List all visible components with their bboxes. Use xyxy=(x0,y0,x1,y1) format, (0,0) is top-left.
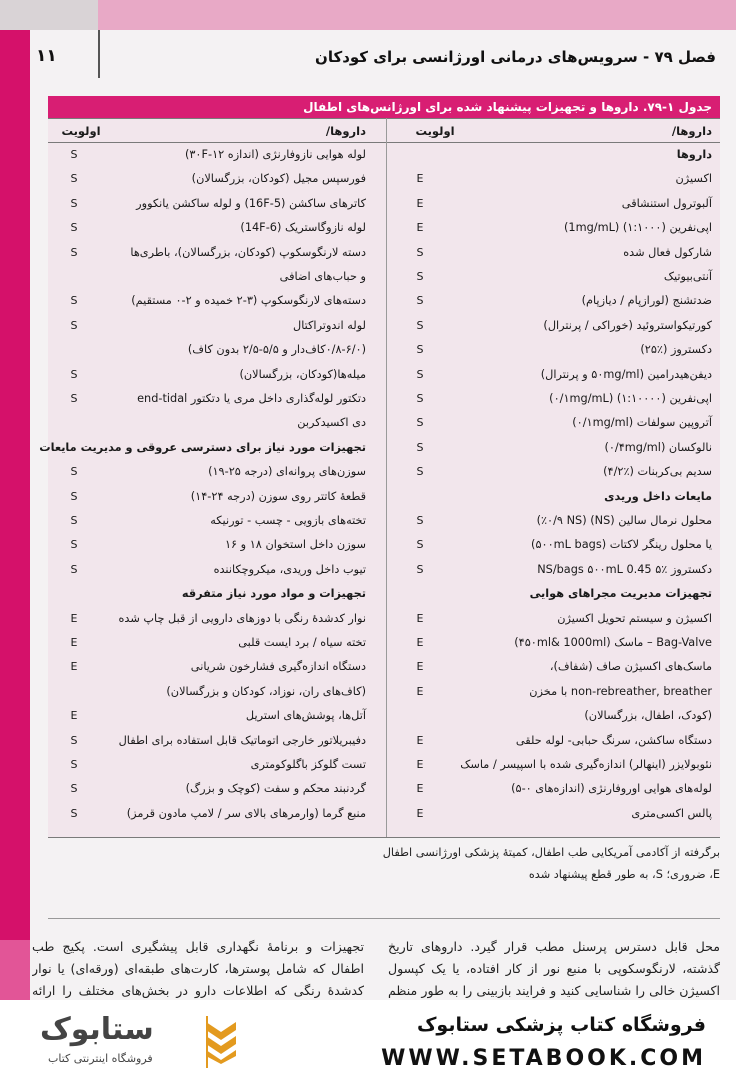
right-item-priority: S xyxy=(416,294,424,308)
top-band-left xyxy=(0,0,98,30)
left-row xyxy=(50,803,366,825)
right-item-name: دکستروز (٪۲۵) xyxy=(640,343,712,357)
left-row xyxy=(50,730,366,752)
footnote-legend: E، ضروری؛ S، به طور قطع پیشنهاد شده xyxy=(528,868,720,881)
right-item-name: محلول نرمال سالین (NS) (٪۰/۹ NS) xyxy=(536,514,712,527)
logo-chevron-icon xyxy=(204,1018,238,1064)
left-row xyxy=(50,339,366,361)
left-item-name: نوار کدشدهٔ رنگی با دوزهای دارویی از قبل چاپ شده xyxy=(118,611,366,625)
right-item-priority: S xyxy=(416,367,424,381)
left-row xyxy=(50,681,366,703)
right-row xyxy=(396,144,712,166)
right-row xyxy=(396,290,712,312)
left-accent-bar-bottom xyxy=(0,940,30,1000)
right-item-name: ضدتشنج (لورازپام / دیازپام) xyxy=(581,294,712,308)
left-item-name: قطعهٔ کاتتر روی سوزن (درجه ۲۴-۱۴) xyxy=(190,489,366,503)
right-row xyxy=(396,266,712,288)
right-item-name: non-rebreather, breather با مخزن xyxy=(529,684,712,698)
left-item-priority: S xyxy=(70,562,78,576)
right-item-priority: E xyxy=(416,684,424,698)
right-row xyxy=(396,315,712,337)
right-item-name: اپی‌نفرین (۱:۱۰۰۰) (1mg/mL) xyxy=(564,221,712,235)
table-bottom-rule xyxy=(48,837,720,838)
right-item-name: یا محلول رینگر لاکتات (۵۰۰mL bags) xyxy=(531,538,712,552)
left-row xyxy=(50,461,366,483)
right-item-priority: S xyxy=(416,562,424,576)
left-row xyxy=(50,754,366,776)
left-row xyxy=(50,266,366,288)
left-item-priority: S xyxy=(70,172,78,186)
left-item-priority: E xyxy=(70,709,78,723)
right-row xyxy=(396,730,712,752)
left-item-name: لوله هوایی نازوفارنژی (اندازه ۱۲-۳۰F) xyxy=(184,148,366,161)
left-item-priority: S xyxy=(70,514,78,527)
left-item-name: لوله نازوگاستریک (6-14F) xyxy=(240,221,366,235)
left-row xyxy=(50,388,366,410)
right-item-name: اکسیژن و سیستم تحویل اکسیژن xyxy=(557,611,712,625)
right-row xyxy=(396,339,712,361)
left-item-priority: E xyxy=(70,611,78,625)
left-item-priority: S xyxy=(70,148,78,161)
right-item-name: پالس اکسی‌متری xyxy=(631,806,712,820)
right-col-drug-header: داروها/ xyxy=(671,124,712,138)
table-top-rule xyxy=(48,118,720,119)
right-item-name: لوله‌های هوایی اوروفارنژی (اندازه‌های ۰-۵) xyxy=(511,782,712,796)
left-item-priority: S xyxy=(70,758,78,771)
right-row xyxy=(396,583,712,605)
left-accent-bar xyxy=(0,30,30,1000)
logo-subtitle: فروشگاه اینترنتی کتاب xyxy=(48,1052,153,1065)
left-item-priority: S xyxy=(70,221,78,235)
left-row xyxy=(50,559,366,581)
header-rule xyxy=(48,142,720,143)
right-item-name: کورتیکواستروئید (خوراکی / پرنترال) xyxy=(543,318,712,332)
left-row xyxy=(50,534,366,556)
header-divider xyxy=(98,30,100,78)
right-row xyxy=(396,388,712,410)
chapter-title: فصل ۷۹ - سرویس‌های درمانی اورژانسی برای کودکان xyxy=(315,48,716,66)
left-item-name: تخته‌های بازویی - چسب - تورنیکه xyxy=(210,514,366,527)
right-row xyxy=(396,656,712,678)
right-item-priority: S xyxy=(416,514,424,527)
left-item-name: تیوب داخل وریدی، میکروچکاننده xyxy=(213,562,366,576)
left-item-name: میله‌ها(کودکان، بزرگسالان) xyxy=(239,367,366,381)
right-row xyxy=(396,437,712,459)
right-row xyxy=(396,217,712,239)
left-item-priority: S xyxy=(70,245,78,259)
left-item-priority: S xyxy=(70,318,78,332)
right-item-name: ماسک‌های اکسیژن صاف (شفاف)، xyxy=(549,660,712,674)
body-text-left-column: تجهیزات و برنامهٔ نگهداری قابل پیشگیری است. پکیج طب اطفال که شامل پوسترها، کارت‌های طبقه‌ای (ورقه‌ای) یا نوار کدشدهٔ رنگی که اطلاعات دارو در بخش‌های مختلف را ارائه xyxy=(32,939,364,998)
right-item-name: (کودک، اطفال، بزرگسالان) xyxy=(584,709,712,723)
right-item-priority: S xyxy=(416,318,424,332)
right-item-priority: E xyxy=(416,611,424,625)
left-row xyxy=(50,315,366,337)
right-row xyxy=(396,608,712,630)
right-item-name: مایعات داخل وریدی xyxy=(604,489,712,503)
left-row xyxy=(39,437,366,459)
left-row xyxy=(50,290,366,312)
right-item-name: اکسیژن xyxy=(675,172,712,186)
right-item-priority: E xyxy=(416,636,424,649)
right-item-name: سدیم بی‌کربنات (٪۴/۲) xyxy=(603,465,712,479)
right-item-priority: E xyxy=(416,660,424,674)
right-item-priority: E xyxy=(416,758,424,771)
right-row xyxy=(396,242,712,264)
store-url[interactable]: WWW.SETABOOK.COM xyxy=(381,1046,706,1071)
table-column-divider xyxy=(386,118,387,838)
left-item-name: دتکتور لوله‌گذاری داخل مری یا دتکتور end-tidal xyxy=(137,392,366,405)
right-row xyxy=(396,681,712,703)
logo-separator xyxy=(206,1016,208,1068)
left-item-priority: S xyxy=(70,196,78,210)
section-divider xyxy=(48,918,720,919)
table-caption xyxy=(48,96,720,118)
left-item-priority: S xyxy=(70,806,78,820)
right-item-priority: E xyxy=(416,806,424,820)
right-item-name: دکستروز ٪۵ 0.45 NS/bags ۵۰۰mL xyxy=(537,562,712,576)
right-item-priority: E xyxy=(416,733,424,747)
left-row xyxy=(50,168,366,190)
left-item-priority: S xyxy=(70,294,78,308)
left-item-priority: S xyxy=(70,367,78,381)
left-row xyxy=(50,608,366,630)
right-item-priority: S xyxy=(416,465,424,479)
left-item-name: منبع گرما (وارمرهای بالای سر / لامپ مادون قرمز) xyxy=(126,806,366,820)
left-item-name: دسته لارنگوسکوپ (کودکان، بزرگسالان)، باطری‌ها xyxy=(130,245,366,259)
left-item-name: تجهیزات و مواد مورد نیاز متفرقه xyxy=(181,587,366,601)
right-item-priority: S xyxy=(416,392,424,405)
right-item-priority: S xyxy=(416,270,424,283)
right-item-name: Bag-Valve – ماسک (۴۵۰ml& 1000ml) xyxy=(514,636,712,649)
left-item-name: (۰/۸-۶/۰کاف‌دار و ۵/۵-۲/۵ بدون کاف) xyxy=(187,343,366,357)
left-item-name: لوله اندوتراکتال xyxy=(293,318,366,332)
left-item-name: تست گلوکز باگلوکومتری xyxy=(250,758,366,771)
right-item-priority: S xyxy=(416,440,424,454)
left-row xyxy=(50,486,366,508)
store-name: فروشگاه کتاب پزشکی ستابوک xyxy=(416,1014,706,1036)
left-row xyxy=(50,364,366,386)
left-item-priority: S xyxy=(70,733,78,747)
left-row xyxy=(50,193,366,215)
right-item-priority: E xyxy=(416,196,424,210)
left-row xyxy=(50,778,366,800)
left-item-name: سوزن‌های پروانه‌ای (درجه ۲۵-۱۹) xyxy=(208,465,366,479)
right-item-priority: S xyxy=(416,416,424,430)
right-item-priority: S xyxy=(416,538,424,552)
right-row xyxy=(396,486,712,508)
right-row xyxy=(396,705,712,727)
left-item-name: گردنبند محکم و سفت (کوچک و بزرگ) xyxy=(185,782,366,796)
left-item-name: سوزن داخل استخوان ۱۸ و ۱۶ xyxy=(224,538,366,552)
left-item-name: تخته سیاه / برد ایست قلبی xyxy=(238,636,366,649)
right-row xyxy=(396,632,712,654)
right-row xyxy=(396,778,712,800)
body-text-right-column: محل قابل دسترس پرسنل مطب قرار گیرد. داروهای تاریخ گذشته، لارنگوسکوپی با منبع نور از کار افتاده، یا یک کپسول اکسیژن خالی را شناسایی کنید و فرایند بازبینی را به طور منظم xyxy=(388,939,720,998)
right-item-priority: E xyxy=(416,172,424,186)
left-item-name: دسته‌های لارنگوسکوپ (۳-۲ خمیده و ۲-۰ مستقیم) xyxy=(131,294,366,308)
left-row xyxy=(50,705,366,727)
right-item-name: اپی‌نفرین (۱:۱۰۰۰۰) (۰/۱mg/mL) xyxy=(549,392,712,405)
left-item-name: آتل‌ها، پوشش‌های استریل xyxy=(245,709,366,723)
left-row xyxy=(50,217,366,239)
left-item-name: کاترهای ساکشن (5-16F) و لوله ساکشن یانکوور xyxy=(136,196,366,210)
footnote-source: برگرفته از آکادمی آمریکایی طب اطفال، کمیتهٔ پزشکی اورژانسی اطفال xyxy=(382,846,720,859)
right-row xyxy=(396,193,712,215)
left-item-name: دستگاه اندازه‌گیری فشارخون شریانی xyxy=(190,660,366,674)
right-item-name: تجهیزات مدیریت مجراهای هوایی xyxy=(529,587,712,601)
left-item-name: تجهیزات مورد نیاز برای دسترسی عروقی و مدیریت مایعات xyxy=(39,440,366,454)
left-item-priority: S xyxy=(70,489,78,503)
left-row xyxy=(50,412,366,434)
left-item-priority: E xyxy=(70,660,78,674)
left-item-name: (کاف‌های ران، نوزاد، کودکان و بزرگسالان) xyxy=(166,684,366,698)
left-item-priority: E xyxy=(70,636,78,649)
table-caption-text: جدول ۱-۷۹. داروها و تجهیزات پیشنهاد شده برای اورژانس‌های اطفال xyxy=(303,100,712,114)
left-row xyxy=(50,583,366,605)
left-item-priority: S xyxy=(70,538,78,552)
left-row xyxy=(50,510,366,532)
right-item-priority: E xyxy=(416,782,424,796)
right-item-name: نالوکسان (۰/۴mg/ml) xyxy=(604,440,712,454)
right-row xyxy=(396,754,712,776)
page-number: ۱۱ xyxy=(36,46,57,66)
right-col-priority-header: اولویت xyxy=(415,124,455,138)
left-item-name: فورسپس مجیل (کودکان، بزرگسالان) xyxy=(191,172,366,186)
right-item-name: دستگاه ساکشن، سرنگ حبابی- لوله حلقی xyxy=(515,733,712,747)
right-row xyxy=(396,412,712,434)
right-item-priority: S xyxy=(416,343,424,357)
left-item-priority: S xyxy=(70,782,78,796)
left-row xyxy=(50,144,366,166)
right-item-name: دیفن‌هیدرامین (۵۰mg/ml و پرنترال) xyxy=(540,367,712,381)
equipment-table xyxy=(39,96,720,838)
right-item-name: شارکول فعال شده xyxy=(623,245,712,259)
logo-wordmark: ستابوک xyxy=(40,1012,154,1047)
right-item-name: آتروپین سولفات (۰/۱mg/ml) xyxy=(572,416,712,430)
right-row xyxy=(396,803,712,825)
left-row xyxy=(50,632,366,654)
left-col-drug-header: داروها/ xyxy=(325,124,366,138)
left-row xyxy=(50,242,366,264)
left-item-name: و حباب‌های اضافی xyxy=(279,270,366,283)
right-item-name: آنتی‌بیوتیک xyxy=(663,270,712,283)
left-item-name: دفیبریلاتور خارجی اتوماتیک قابل استفاده برای اطفال xyxy=(118,733,366,747)
right-item-priority: S xyxy=(416,245,424,259)
top-band xyxy=(98,0,736,30)
right-item-name: داروها xyxy=(676,148,712,161)
right-item-name: نئوبولایزر (اینهالر) اندازه‌گیری شده با اسپیسر / ماسک xyxy=(460,758,712,771)
right-row xyxy=(396,364,712,386)
left-item-priority: S xyxy=(70,392,78,405)
left-col-priority-header: اولویت xyxy=(61,124,101,138)
left-item-name: دی اکسیدکربن xyxy=(297,416,366,430)
right-row xyxy=(396,461,712,483)
right-item-priority: E xyxy=(416,221,424,235)
right-row xyxy=(396,559,712,581)
left-item-priority: S xyxy=(70,465,78,479)
right-row xyxy=(396,534,712,556)
right-row xyxy=(396,168,712,190)
left-row xyxy=(50,656,366,678)
right-row xyxy=(396,510,712,532)
right-item-name: آلبوترول استنشاقی xyxy=(621,196,712,210)
